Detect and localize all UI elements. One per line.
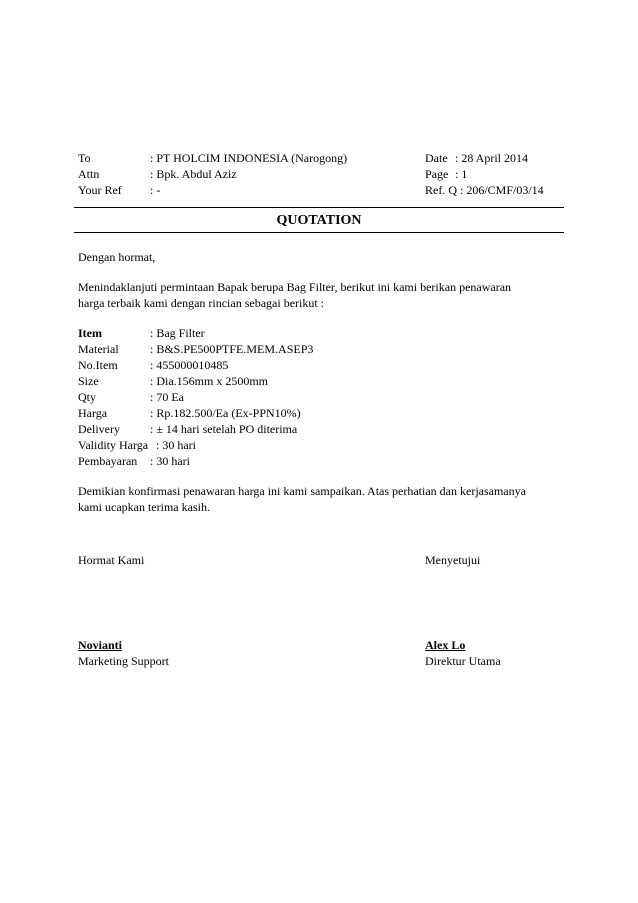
pembayaran-label: Pembayaran [78, 454, 138, 468]
title-bottom-rule [74, 232, 564, 233]
item-value: : Bag Filter [150, 326, 205, 340]
intro-line-2: harga terbaik kami dengan rincian sebagai berikut : [78, 296, 325, 310]
page-label: Page [425, 167, 449, 181]
validity-label: Validity Harga [78, 438, 149, 452]
material-value: : B&S.PE500PTFE.MEM.ASEP3 [150, 342, 314, 356]
your-ref-label: Your Ref [78, 183, 122, 197]
material-label: Material [78, 342, 119, 356]
attn-value: : Bpk. Abdul Aziz [150, 167, 237, 181]
sign-right-greeting: Menyetujui [425, 553, 481, 567]
delivery-value: : ± 14 hari setelah PO diterima [150, 422, 298, 436]
ref-number: Ref. Q : 206/CMF/03/14 [425, 183, 544, 197]
greeting: Dengan hormat, [78, 250, 156, 264]
title-top-rule [74, 207, 564, 208]
to-value: : PT HOLCIM INDONESIA (Narogong) [150, 151, 348, 165]
delivery-label: Delivery [78, 422, 120, 436]
sign-left-name: Novianti [78, 638, 123, 652]
no-item-label: No.Item [78, 358, 118, 372]
sign-right-name: Alex Lo [425, 638, 466, 652]
closing-line-2: kami ucapkan terima kasih. [78, 500, 210, 514]
date-value: : 28 April 2014 [455, 151, 529, 165]
closing-line-1: Demikian konfirmasi penawaran harga ini kami sampaikan. Atas perhatian dan kerjasamanya [78, 484, 526, 498]
qty-value: : 70 Ea [150, 390, 184, 404]
intro-line-1: Menindaklanjuti permintaan Bapak berupa Bag Filter, berikut ini kami berikan penawaran [78, 280, 512, 294]
harga-value: : Rp.182.500/Ea (Ex-PPN10%) [150, 406, 301, 420]
page-value: : 1 [455, 167, 468, 181]
size-label: Size [78, 374, 99, 388]
sign-left-greeting: Hormat Kami [78, 553, 145, 567]
document-title: QUOTATION [276, 213, 362, 228]
validity-value: : 30 hari [156, 438, 196, 452]
to-label: To [78, 151, 91, 165]
sign-right-title: Direktur Utama [425, 654, 501, 668]
sign-left-title: Marketing Support [78, 654, 169, 668]
attn-label: Attn [78, 167, 100, 181]
harga-label: Harga [78, 406, 108, 420]
qty-label: Qty [78, 390, 96, 404]
size-value: : Dia.156mm x 2500mm [150, 374, 268, 388]
pembayaran-value: : 30 hari [150, 454, 190, 468]
no-item-value: : 455000010485 [150, 358, 229, 372]
your-ref-value: : - [150, 183, 161, 197]
date-label: Date [425, 151, 448, 165]
item-label: Item [78, 326, 102, 340]
